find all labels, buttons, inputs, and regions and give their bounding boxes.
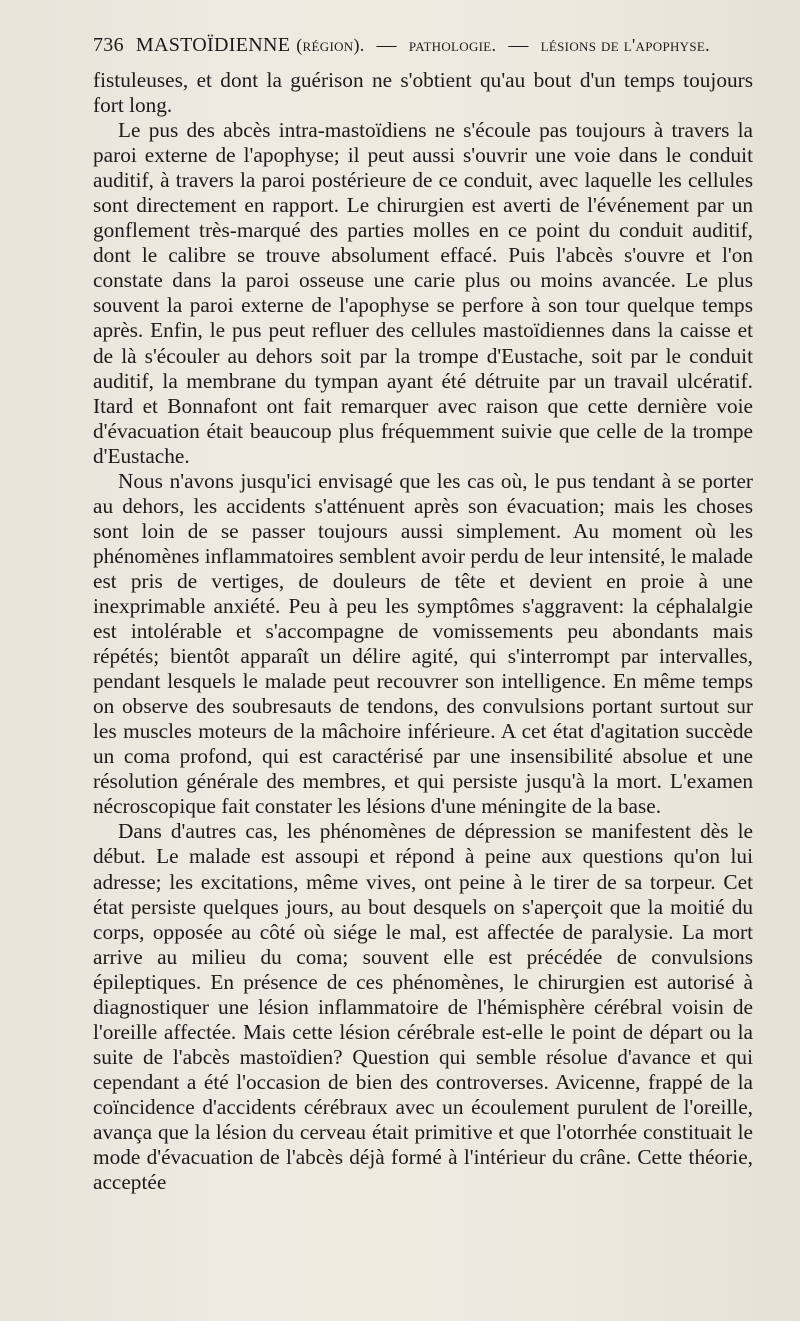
paragraph: fistuleuses, et dont la guérison ne s'obtient qu'au bout d'un temps toujours fort long. bbox=[93, 68, 753, 118]
header-separator: — bbox=[376, 34, 397, 56]
subsection-title: lésions de l'apophyse. bbox=[540, 35, 710, 55]
running-subtitle: (région). bbox=[296, 35, 365, 55]
running-title: MASTOÏDIENNE bbox=[135, 34, 291, 56]
paragraph: Nous n'avons jusqu'ici envisagé que les cas où, le pus tendant à se porter au dehors, les accidents s'atténuent après son évacuation; mais les choses sont loin de se passer toujours aussi simplement. Au moment où les phénomènes inflammatoires semblent avoir perdu de leur intensité, le malade est pris de vertiges, de douleurs de tête et devient en proie à une inexprimable anxiété. Peu à peu les symptômes s'aggravent: la céphalalgie est intolérable et s'accompagne de vomissements peu abondants mais répétés; bientôt apparaît un délire agité, qui s'interrompt par intervalles, pendant lesquels le malade peut recouvrer son intelligence. En même temps on observe des soubresauts de tendons, des convulsions portant surtout sur les muscles moteurs de la mâchoire inférieure. A cet état d'agitation succède un coma profond, qui est caractérisé par une insensibilité absolue et une résolution générale des membres, et qui persiste jusqu'à la mort. L'examen nécroscopique fait constater les lésions d'une méningite de la base. bbox=[93, 468, 753, 819]
section-title: pathologie. bbox=[408, 35, 497, 55]
page-number: 736 bbox=[93, 34, 124, 56]
paragraph: Dans d'autres cas, les phénomènes de dépression se manifestent dès le début. Le malade est assoupi et répond à peine aux questions qu'on lui adresse; les excitations, même vives, ont peine à le tirer de sa torpeur. Cet état persiste quelques jours, au bout desquels on s'aperçoit que la moitié du corps, opposée au côté où siége le mal, est affectée de paralysie. La mort arrive au milieu du coma; souvent elle est précédée de convulsions épileptiques. En présence de ces phénomènes, le chirurgien est autorisé à diagnostiquer une lésion inflammatoire de l'hémisphère cérébral voisin de l'oreille affectée. Mais cette lésion cérébrale est-elle le point de départ ou la suite de l'abcès mastoïdien? Question qui semble résolue d'avance et qui cependant a été l'occasion de bien des controverses. Avicenne, frappé de la coïncidence d'accidents cérébraux avec un écoulement purulent de l'oreille, avança que la lésion du cerveau était primitive et que l'otorrhée constituait le mode d'évacuation de l'abcès déjà formé à l'intérieur du crâne. Cette théorie, acceptée bbox=[93, 819, 753, 1195]
running-head bbox=[93, 34, 753, 62]
paragraph: Le pus des abcès intra-mastoïdiens ne s'écoule pas toujours à travers la paroi externe de l'apophyse; il peut aussi s'ouvrir une voie dans le conduit auditif, à travers la paroi postérieure de ce conduit, avec laquelle les cellules sont directement en rapport. Le chirurgien est averti de l'événement par un gonflement très-marqué des parties molles en ce point du conduit auditif, dont le calibre se trouve absolument effacé. Puis l'abcès s'ouvre et l'on constate dans la paroi osseuse une carie plus ou moins avancée. Le plus souvent la paroi externe de l'apophyse se perfore à son tour quelque temps après. Enfin, le pus peut refluer des cellules mastoïdiennes dans la caisse et de là s'écouler au dehors soit par la trompe d'Eustache, soit par le conduit auditif, la membrane du tympan ayant été détruite par un travail ulcératif. Itard et Bonnafont ont fait remarquer avec raison que cette dernière voie d'évacuation était beaucoup plus fréquemment suivie que celle de la trompe d'Eustache. bbox=[93, 118, 753, 468]
body-text bbox=[93, 68, 753, 1195]
header-separator: — bbox=[508, 34, 529, 56]
